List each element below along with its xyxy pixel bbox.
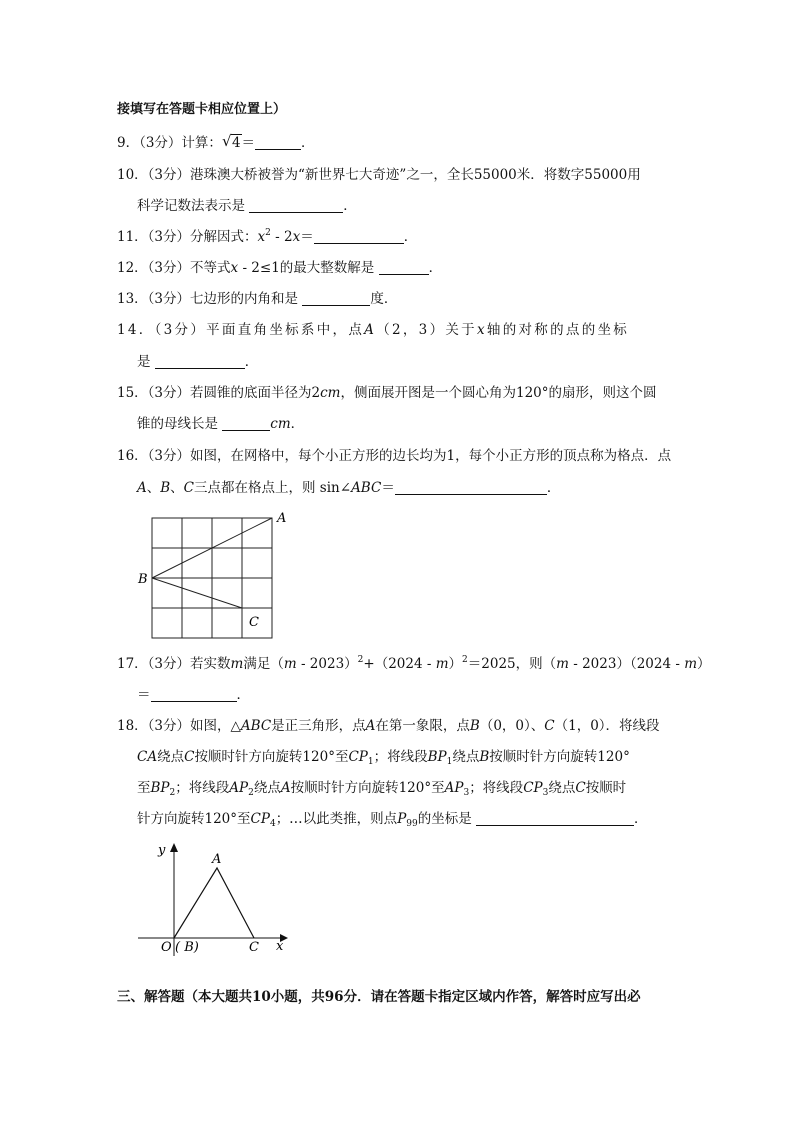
question-16-line1: 16．（3分）如图，在网格中，每个小正方形的边长均为1，每个小正方形的顶点称为格点．点 [117, 448, 672, 464]
q18-l4-cp: CP [250, 811, 270, 827]
q18-l2-cp: CP [348, 749, 368, 765]
q18-part1: 18．（3分）如图，△ [117, 718, 241, 734]
q17-var-m: m [230, 656, 244, 672]
q17-line2-equals: ＝ [137, 687, 151, 703]
q11-exponent: 2 [265, 228, 271, 238]
q18-l4-b: ；…以此类推，则点 [275, 811, 398, 827]
q18-l2-b: 按顺时针方向旋转120°至 [194, 749, 349, 765]
q17-part3: - 2023） [296, 656, 358, 672]
q16-line2-rest: 三点都在格点上，则 sin∠ [194, 480, 352, 496]
q14-end: ． [244, 354, 259, 370]
q18-part5: （1，0）．将线段 [554, 718, 660, 734]
question-17-line1 [117, 655, 711, 673]
q18-l3-b: ；将线段 [175, 780, 230, 796]
q15-part1: 15．（3分）若圆锥的底面半径为2 [117, 385, 321, 401]
q9-equals: ＝ [241, 135, 256, 151]
q12-end: ． [428, 260, 443, 276]
label-x: x [276, 939, 284, 954]
q16-equals: ＝ [381, 480, 395, 496]
q16-sep2: 、 [170, 480, 184, 496]
q18-l3-a-point: A [280, 780, 291, 796]
q12-answer-blank[interactable] [379, 260, 429, 275]
label-c: C [249, 940, 259, 955]
q18-l2-text-d: 绕点 [452, 749, 480, 765]
q18-l3-sub4: 3 [542, 788, 549, 798]
q18-l3-cp: CP [523, 780, 543, 796]
q17-var-m5: m [684, 656, 698, 672]
q18-answer-blank[interactable] [476, 811, 634, 826]
question-11 [117, 228, 417, 246]
question-14-line2 [137, 353, 258, 371]
q18-l2-text-c: ；将线段 [373, 749, 428, 765]
q10-end: ． [343, 198, 357, 214]
q18-l4-sub2: 99 [406, 819, 418, 829]
section-header-continued: 接填写在答题卡相应位置上） [117, 102, 287, 117]
q17-part5: ） [448, 656, 463, 672]
triangle-abc [174, 868, 254, 938]
q12-rest: - 2≤1的最大整数解是 [238, 260, 375, 276]
question-15-line2 [137, 415, 304, 433]
q18-l3-sub3: 3 [463, 788, 470, 798]
question-13 [117, 290, 397, 308]
q18-l2-text-e: 按顺时针方向旋转120° [489, 749, 630, 765]
q15-unit-cm: cm [320, 385, 341, 401]
sqrt-expression [222, 134, 242, 152]
q15-end: ． [290, 416, 305, 432]
radical-sign: √ [221, 132, 232, 150]
q11-end: ． [403, 229, 418, 245]
q13-end: 度． [370, 291, 398, 307]
q17-part1: 17．（3分）若实数 [117, 656, 231, 672]
q18-point-b: B [469, 718, 480, 734]
q15-answer-blank[interactable] [222, 416, 270, 431]
q12-var-x: x [230, 260, 239, 276]
q16-sep1: 、 [146, 480, 161, 496]
figure-16-grid [130, 505, 300, 645]
q18-l3-d: 按顺时针方向旋转120°至 [290, 780, 445, 796]
q11-rest: - 2 [270, 229, 293, 245]
label-a: A [277, 511, 287, 526]
q11-var-x2: x [292, 229, 301, 245]
radicand: 4 [231, 135, 241, 151]
question-14-line1 [117, 321, 629, 339]
q14-part2: 轴的对称的点的坐标 [486, 322, 630, 338]
q17-var-m4: m [556, 656, 569, 672]
question-18-line2 [137, 748, 630, 766]
q15-unit-cm2: cm [270, 416, 291, 432]
q18-l3-c: 绕点 [253, 780, 281, 796]
q18-l3-bp: BP [150, 780, 170, 796]
question-16-line2 [137, 479, 560, 497]
q14-coords: （2，3）关于 [376, 322, 477, 338]
figure-18-coordinates [130, 838, 300, 958]
q18-l3-c-point: C [575, 780, 586, 796]
q14-answer-blank[interactable] [155, 354, 245, 369]
q9-end: ． [301, 135, 315, 151]
q11-prefix: 11．（3分）分解因式： [117, 229, 258, 245]
q14-part1: 14．（3分）平面直角坐标系中，点 [117, 322, 365, 338]
label-b: ( B) [175, 940, 199, 955]
q18-l4-a: 针方向旋转120°至 [137, 811, 251, 827]
q18-l4-c: 的坐标是 [417, 811, 472, 827]
q18-l3-ap: AP [229, 780, 249, 796]
q16-angle-abc: ABC [351, 480, 382, 496]
question-10-line2 [137, 197, 357, 215]
q17-part4: +（2024 - [363, 656, 436, 672]
question-18-line1 [117, 717, 660, 735]
question-18-line3 [137, 779, 626, 797]
y-axis-arrow [170, 843, 178, 852]
q17-part7: - 2023）（2024 - [568, 656, 685, 672]
q13-prefix: 13．（3分）七边形的内角和是 [117, 291, 299, 307]
q18-l2-bp: BP [427, 749, 447, 765]
segment-bc [152, 578, 242, 608]
q18-point-c: C [544, 718, 555, 734]
label-y: y [158, 843, 166, 858]
q17-part8: ） [697, 656, 711, 672]
q18-point-a: A [365, 718, 376, 734]
q17-part2: 满足（ [243, 656, 284, 672]
question-10-line1: 10．（3分）港珠澳大桥被誉为“新世界七大奇迹”之一，全长55000米．将数字55000用 [117, 167, 641, 183]
q18-l2-b-point: B [479, 749, 490, 765]
q16-point-c: C [183, 480, 195, 496]
q18-l3-g: 按顺时 [585, 780, 627, 796]
question-12 [117, 259, 442, 277]
question-18-line4 [137, 810, 648, 828]
q16-point-a: A [137, 480, 147, 496]
q18-triangle-abc: ABC [240, 718, 272, 734]
q12-prefix: 12．（3分）不等式 [117, 260, 231, 276]
q18-l2-sub1: 1 [367, 757, 374, 767]
q16-point-b: B [160, 480, 171, 496]
q15-part2: ，侧面展开图是一个圆心角为120°的扇形，则这个圆 [340, 385, 657, 401]
q13-answer-blank[interactable] [302, 291, 370, 306]
q18-part2: 是正三角形，点 [271, 718, 366, 734]
q18-part4: （0，0）、 [479, 718, 545, 734]
q15-line2-text: 锥的母线长是 [137, 416, 218, 432]
q10-line2-text: 科学记数法表示是 [137, 198, 245, 214]
q18-l3-ap2: AP [444, 780, 464, 796]
q18-end: ． [634, 811, 648, 827]
question-17-line2 [137, 686, 250, 704]
q18-l2-c: C [184, 749, 195, 765]
q17-var-m2: m [283, 656, 297, 672]
q17-var-m3: m [435, 656, 449, 672]
q11-answer-blank[interactable] [314, 229, 404, 244]
q18-l3-f: 绕点 [548, 780, 576, 796]
label-a: A [212, 852, 222, 867]
question-9 [117, 134, 315, 152]
q9-answer-blank[interactable] [255, 135, 301, 150]
q17-exp2: 2 [462, 655, 468, 665]
section-3-heading: 三、解答题（本大题共10小题，共96分．请在答题卡指定区域内作答，解答时应写出必 [117, 989, 641, 1005]
q16-end: ． [546, 480, 561, 496]
q18-l3-e: ；将线段 [469, 780, 524, 796]
q18-l3-a: 至 [137, 780, 151, 796]
q9-prefix: 9．（3分）计算： [117, 135, 222, 151]
q18-l2-sub2: 1 [446, 757, 453, 767]
q18-l3-sub2: 2 [248, 788, 254, 798]
q17-end: ． [236, 687, 250, 703]
label-c: C [249, 615, 259, 630]
q14-line2-text: 是 [137, 354, 151, 370]
q18-l3-sub1: 2 [169, 788, 176, 798]
q17-exp1: 2 [357, 655, 364, 665]
q10-answer-blank[interactable] [249, 198, 343, 213]
question-15-line1 [117, 384, 657, 402]
q11-var-x: x [257, 229, 266, 245]
q17-part6: ＝2025，则（ [467, 656, 557, 672]
q11-equals: ＝ [300, 229, 314, 245]
label-o: O [161, 940, 172, 955]
q16-answer-blank[interactable] [395, 480, 547, 495]
q18-l4-p: P [397, 811, 407, 827]
q17-answer-blank[interactable] [151, 687, 237, 702]
q14-var-x: x [476, 322, 487, 338]
q14-point-a: A [364, 322, 377, 338]
q18-part3: 在第一象限，点 [375, 718, 470, 734]
q18-l2-a: 绕点 [157, 749, 185, 765]
label-b: B [138, 572, 148, 587]
q18-l4-sub1: 4 [269, 819, 276, 829]
q18-seg-ca: CA [137, 749, 158, 765]
